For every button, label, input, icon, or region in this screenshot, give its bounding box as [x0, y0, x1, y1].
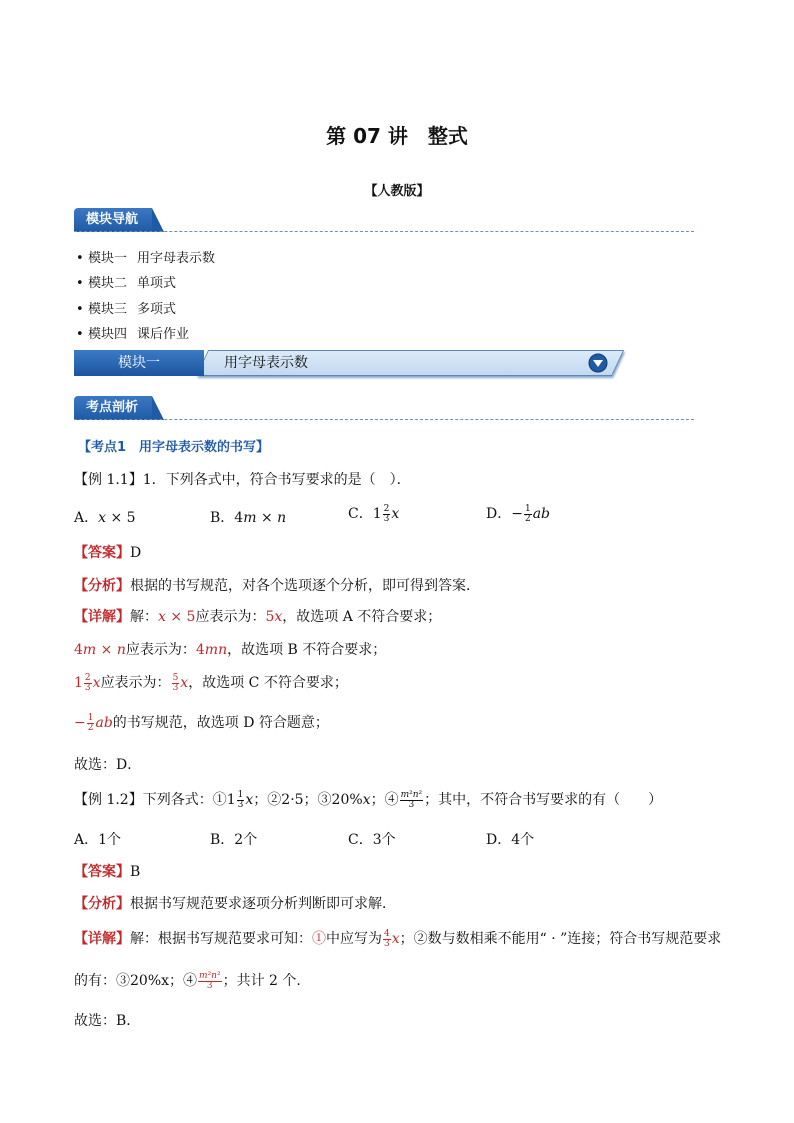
- option-c: C．1 $\frac{2}{3}$ x: [348, 503, 400, 524]
- edition-label: 【人教版】: [364, 184, 430, 199]
- example-1-1-choose: 故选：D．: [74, 757, 142, 773]
- nav-item-4[interactable]: • 模块四 课后作业: [76, 327, 190, 342]
- example-1-2-detail-1: 【详解】解：根据书写规范要求可知：①中应写为 $\frac{4}{3}$ x；②数与数相乘不能用“ · ”连接；符合书写规范要求: [74, 928, 722, 949]
- page-title: 第 07 讲 整式: [326, 124, 468, 148]
- option-a: A．x × 5: [74, 510, 136, 526]
- module-nav-tab: 模块导航: [74, 208, 152, 232]
- module-banner-title: 用字母表示数: [224, 355, 308, 371]
- divider: [74, 419, 694, 420]
- nav-item-2[interactable]: • 模块二 单项式: [76, 276, 177, 291]
- nav-item-1[interactable]: • 模块一 用字母表示数: [76, 251, 216, 266]
- analysis-tab: 考点剖析: [74, 396, 152, 420]
- divider: [74, 231, 694, 232]
- example-1-2-answer: 【答案】B: [74, 864, 141, 880]
- example-1-2-analysis: 【分析】根据书写规范要求逐项分析判断即可求解．: [74, 896, 396, 912]
- example-1-1-analysis: 【分析】根据的书写规范，对各个选项逐个分析，即可得到答案．: [74, 578, 480, 594]
- option-d: D．− $\frac{1}{2}$ ab: [486, 503, 551, 524]
- chevron-down-icon[interactable]: [588, 353, 608, 373]
- option-b: B．4m × n: [210, 510, 287, 526]
- example-1-2-detail-2: 的有：③20%x；④ $\frac{\text{m²n²}}{3}$ ；共计 2 个.: [74, 970, 301, 991]
- option-a: A．1个: [74, 832, 122, 848]
- example-1-1-detail-4: − $\frac{1}{2}$ ab的书写规范，故选项 D 符合题意；: [74, 712, 329, 733]
- example-1-2-choose: 故选：B．: [74, 1013, 141, 1029]
- example-1-1-detail-3: 1 $\frac{2}{3}$ x应表示为： $\frac{5}{3}$ x，故选项 C 不符合要求；: [74, 672, 348, 693]
- example-1-1-detail-1: 【详解】解：x × 5应表示为：5x，故选项 A 不符合要求；: [74, 609, 442, 625]
- nav-item-3[interactable]: • 模块三 多项式: [76, 302, 177, 317]
- option-b: B．2个: [210, 832, 258, 848]
- example-1-1-detail-2: 4m × n应表示为：4mn，故选项 B 不符合要求；: [74, 642, 387, 658]
- module-banner: [74, 350, 614, 376]
- example-1-2-question: 【例 1.2】下列各式：①1 $\frac{1}{3}$ x；②2·5；③20%x；④ $\frac{\text{m²n²}}{3}$ ；其中，不符合书写要求的有（ ）: [74, 789, 663, 810]
- point-heading: 【考点1 用字母表示数的书写】: [78, 440, 270, 455]
- module-banner-label: 模块一: [74, 350, 204, 376]
- example-1-1-question: 【例 1.1】1．下列各式中，符合书写要求的是（ ）．: [74, 472, 411, 488]
- option-c: C．3个: [348, 832, 396, 848]
- example-1-1-answer: 【答案】D: [74, 545, 142, 561]
- option-d: D．4个: [486, 832, 535, 848]
